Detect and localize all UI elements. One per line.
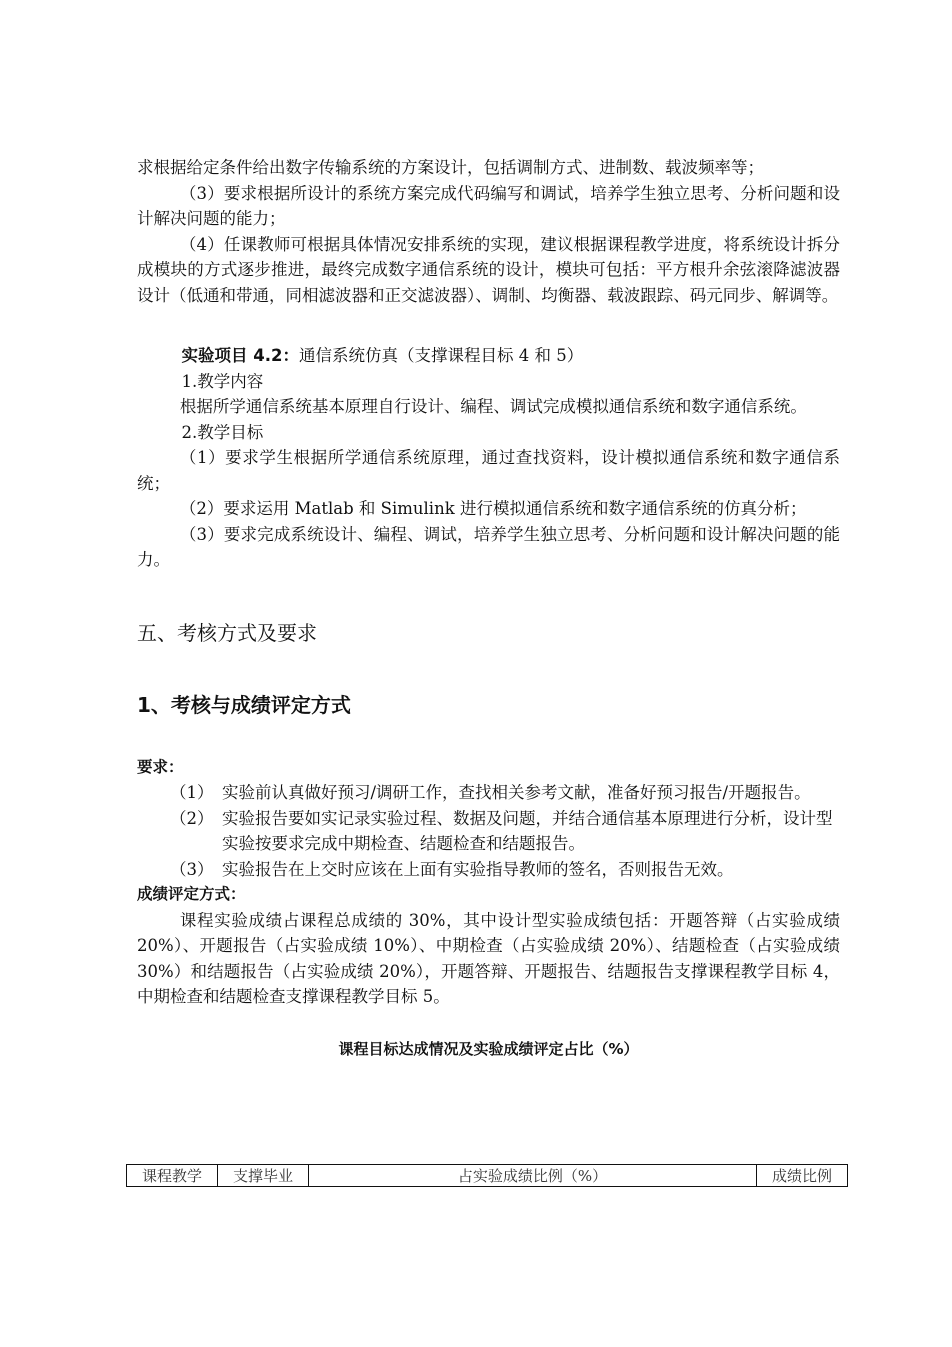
content-text: 根据所学通信系统基本原理自行设计、编程、调试完成模拟通信系统和数字通信系统。 [179, 397, 807, 416]
table-header-cell: 课程教学 [127, 1165, 218, 1187]
list-item-number: （2） [170, 808, 214, 828]
table-header-cell: 占实验成绩比例（%） [309, 1165, 757, 1187]
list-item-text: 实验报告要如实记录实验过程、数据及问题，并结合通信基本原理进行分析，设计型实验按要求完成中期检查、结题检查和结题报告。 [222, 808, 833, 853]
grading-label: 成绩评定方式： [137, 885, 246, 903]
document-body [137, 155, 840, 1060]
section-1-title: 1、考核与成绩评定方式 [137, 692, 351, 717]
table-header-cell: 支撑毕业 [218, 1165, 309, 1187]
grading-table [126, 1164, 848, 1187]
table-header-cell: 成绩比例 [757, 1165, 848, 1187]
list-item [137, 780, 840, 806]
section-5-title: 五、考核方式及要求 [137, 620, 317, 645]
project-title: 通信系统仿真（支撑课程目标 4 和 5） [299, 346, 584, 365]
list-item-number: （3） [170, 859, 214, 879]
paragraph-continuation: 求根据给定条件给出数字传输系统的方案设计，包括调制方式、进制数、载波频率等； [137, 158, 764, 177]
goal-item-2: （2）要求运用 Matlab 和 Simulink 进行模拟通信系统和数字通信系统的仿真分析； [179, 499, 807, 518]
goal-item-1: （1）要求学生根据所学通信系统原理，通过查找资料，设计模拟通信系统和数字通信系统； [137, 448, 840, 493]
list-item-text: 实验报告在上交时应该在上面有实验指导教师的签名，否则报告无效。 [222, 859, 734, 879]
project-label: 实验项目 4.2： [181, 346, 300, 365]
list-item-text: 实验前认真做好预习/调研工作，查找相关参考文献，准备好预习报告/开题报告。 [222, 783, 811, 802]
list-item [137, 857, 840, 883]
requirements-list [137, 780, 840, 882]
goal-item-3: （3）要求完成系统设计、编程、调试，培养学生独立思考、分析问题和设计解决问题的能力。 [137, 524, 840, 569]
paragraph-item-3: （3）要求根据所设计的系统方案完成代码编写和调试，培养学生独立思考、分析问题和设计解决问题的能力； [137, 183, 840, 228]
goal-heading: 2.教学目标 [181, 422, 264, 442]
table-caption: 课程目标达成情况及实验成绩评定占比（%） [338, 1039, 639, 1058]
requirements-label: 要求： [137, 757, 184, 776]
paragraph-item-4: （4）任课教师可根据具体情况安排系统的实现，建议根据课程教学进度，将系统设计拆分成模块的方式逐步推进，最终完成数字通信系统的设计，模块可包括：平方根升余弦滚降滤波器设计（低通和带通，同相滤波器和正交滤波器）、调制、均衡器、载波跟踪、码元同步、解调等。 [137, 234, 840, 305]
table-header-row [127, 1165, 848, 1187]
list-item-number: （1） [170, 783, 214, 802]
list-item [137, 806, 840, 857]
project-heading [137, 343, 840, 369]
content-heading: 1.教学内容 [181, 371, 264, 391]
grading-text: 课程实验成绩占课程总成绩的 30%，其中设计型实验成绩包括：开题答辩（占实验成绩 20%）、开题报告（占实验成绩 10%）、中期检查（占实验成绩 20%）、结题检查（占实验成绩 30%）和结题报告（占实验成绩 20%），开题答辩、开题报告、结题报告支撑课程教学目标 4，中期检查和结题检查支撑课程教学目标 5。 [137, 910, 840, 1006]
